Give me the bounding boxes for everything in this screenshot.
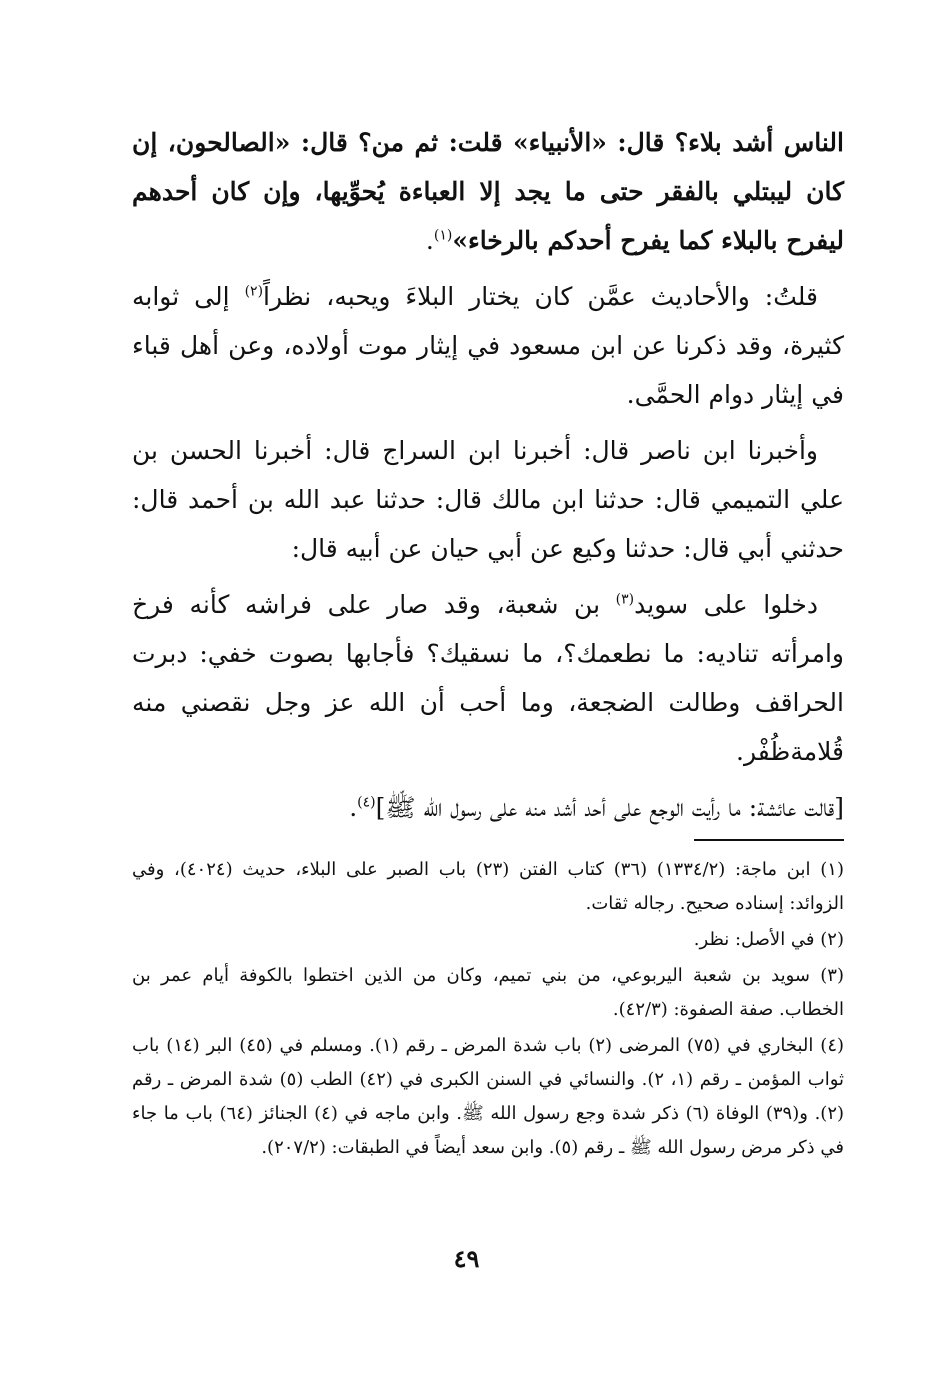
footnote-number: (٢) xyxy=(820,929,844,950)
paragraph xyxy=(132,118,844,265)
footnote-number: (٤) xyxy=(820,1035,845,1056)
paragraph xyxy=(132,783,844,832)
footnote-text: البخاري في (٧٥) المرضى (٢) باب شدة المرض ـ رقم (١). ومسلم في (٤٥) البر (١٤) باب ثواب المؤمن ـ رقم (١، ٢). والنسائي في السنن الكبرى في (٤٢) الطب (٥) شدة المرض ـ رقم (٢). و(٣٩) الوفاة (٦) ذكر شدة وجع رسول الله ﷺ. وابن ماجه في (٤) الجنائز (٦٤) باب ما جاء في ذكر مرض رسول الله ﷺ ـ رقم (٥). وابن سعد أيضاً في الطبقات: (٢٠٧/٢). xyxy=(132,1035,845,1158)
paragraph-text: إلى ثوابه كثيرة، وقد ذكرنا عن ابن مسعود في إيثار موت أولاده، وعن أهل قباء في إيثار دوام الحمَّى. xyxy=(132,282,844,409)
paragraph-text: قلتُ: والأحاديث عمَّن كان يختار البلاءَ ويحبه، نظراً xyxy=(263,282,818,311)
footnote xyxy=(132,923,844,957)
paragraph-text: بن شعبة، وقد صار على فراشه كأنه فرخ وامرأته تناديه: ما نطعمك؟، ما نسقيك؟ فأجابها بصوت خفي: دبرت الحراقف وطالت الضجعة، وما أحب أن الله عز وجل نقصني منه قُلامةظُفْر. xyxy=(132,590,844,766)
paragraph-text: . xyxy=(349,793,358,822)
footnote-marker: (١) xyxy=(433,227,453,244)
footnote xyxy=(132,959,844,1027)
footnote-text: ابن ماجة: (١٣٣٤/٢) (٣٦) كتاب الفتن (٢٣) باب الصبر على البلاء، حديث (٤٠٢٤)، وفي الزوائد: إسناده صحيح. رجاله ثقات. xyxy=(132,859,844,914)
footnote-text: سويد بن شعبة اليربوعي، من بني تميم، وكان من الذين اختطوا بالكوفة أيام عمر بن الخطاب. صفة الصفوة: (٤٢/٣). xyxy=(132,965,844,1020)
footnotes xyxy=(132,853,844,1165)
footnote-separator xyxy=(694,839,844,841)
page-body xyxy=(132,118,844,1167)
footnote-number: (١) xyxy=(820,859,844,880)
paragraph xyxy=(132,580,844,776)
footnote-text: في الأصل: نظر. xyxy=(693,929,815,950)
main-text xyxy=(132,118,844,832)
paragraph-text: وأخبرنا ابن ناصر قال: أخبرنا ابن السراج قال: أخبرنا الحسن بن علي التميمي قال: حدثنا ابن مالك قال: حدثنا عبد الله بن أحمد قال: حدثني أبي قال: حدثنا وكيع عن أبي حيان عن أبيه قال: xyxy=(132,436,844,563)
footnote xyxy=(132,853,844,921)
footnote-marker: (٤) xyxy=(357,794,376,811)
footnote-marker: (٣) xyxy=(615,591,635,608)
footnote-marker: (٢) xyxy=(244,283,264,300)
paragraph-text: دخلوا على سويد xyxy=(634,590,818,619)
paragraph xyxy=(132,272,844,419)
page-number: ٤٩ xyxy=(453,1244,480,1273)
paragraph-text: [قالت عائشة: ما رأيت الوجع على أحد أشد منه على رسول الله ﷺ] xyxy=(375,793,844,822)
footnote-number: (٣) xyxy=(820,965,844,986)
paragraph-text: الناس أشد بلاء؟ قال: «الأنبياء» قلت: ثم من؟ قال: «الصالحون، إن كان ليبتلي بالفقر حتى ما يجد إلا العباءة يُحوِّيها، وإن كان أحدهم ليفرح بالبلاء كما يفرح أحدكم بالرخاء» xyxy=(132,128,844,255)
paragraph xyxy=(132,426,844,573)
paragraph-text: . xyxy=(425,226,434,255)
footnote xyxy=(132,1029,844,1165)
